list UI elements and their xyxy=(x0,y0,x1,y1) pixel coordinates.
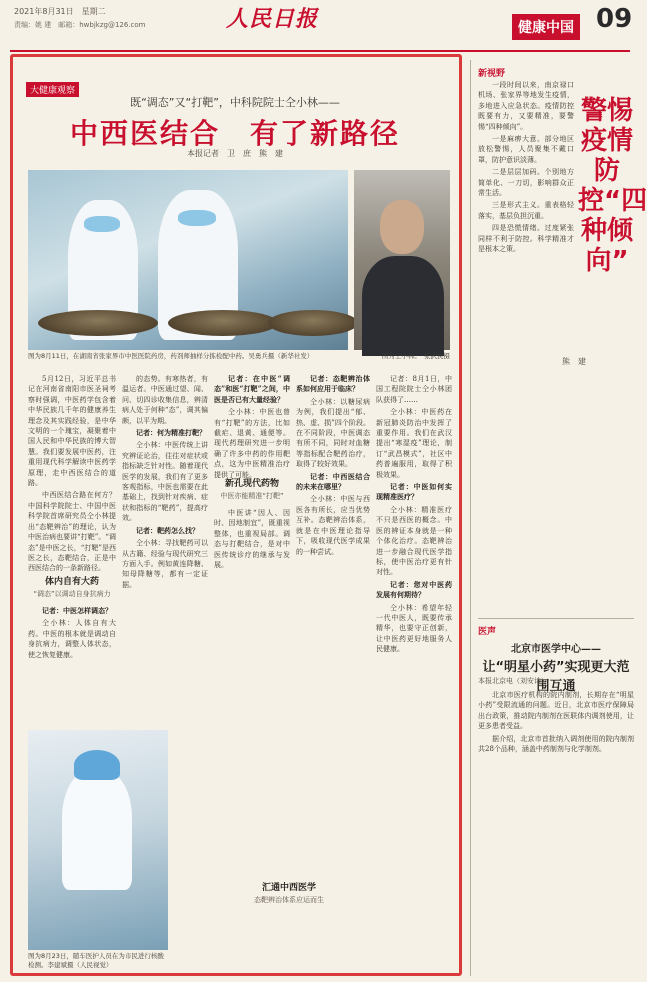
body-column-5 xyxy=(376,374,452,954)
body-column-1 xyxy=(28,374,116,574)
right-kicker: 北京市医学中心—— xyxy=(511,644,601,655)
portrait-photo xyxy=(354,170,450,350)
paragraph: 5月12日，习近平总书记在河南省南阳市医圣祠考察时强调，中医药学包含着中华民族几千年的健康养生理念及其实践经验，是中华文明的一个瑰宝，凝聚着中国人民和中华民族的博大智慧。我们要发展中医药，注重用现代科学解读中医药学原理，走中西医结合的道路。 xyxy=(28,375,116,488)
section-name: 健康中国 xyxy=(512,14,580,40)
right-byline: 本报北京电（刘安诗） xyxy=(478,677,548,685)
subhead-sub: 态靶辨治体系应运而生 xyxy=(254,896,324,904)
herb-tray-3 xyxy=(268,310,358,336)
masthead-rule xyxy=(10,50,630,52)
paragraph: 仝小林：中医与西医各有所长，应当优势互补。态靶辨治体系，就是在中医理论指导下，吸收现代医学成果的一种尝试。 xyxy=(296,495,370,556)
right-column-text-3 xyxy=(478,690,634,970)
paragraph: 一段时间以来，南京禄口机场、张家界等地发生疫情，多地进入应急状态。疫情防控既要有力，又要精准，要警惕“四种倾向”。 xyxy=(478,81,574,131)
right-section-label-2: 医声 xyxy=(478,627,497,637)
paragraph: 北京市医疗机构的院内制剂，长期存在“明星小药”受限流通的问题。近日，北京市医疗保障局出台政策，推动院内制剂在医联体内调剂使用，让更多患者受益。 xyxy=(478,691,634,731)
question: 记者：中西医结合的未来在哪里？ xyxy=(296,471,370,492)
medic-figure xyxy=(62,770,132,890)
section-subhead xyxy=(214,478,290,502)
paragraph: 仝小林：中医传统上讲究辨证论治，往往对症状或指标缺乏针对性。随着现代医学的发展，我们有了更多客观指标，中医也需要在此基础上，找到针对疾病、症状和指标的“靶药”，提高疗效。 xyxy=(122,441,208,523)
body-column-1b xyxy=(28,606,116,726)
testing-photo xyxy=(28,730,168,950)
subhead-text: 体内自有大药 xyxy=(44,577,99,587)
subhead-text: 新孔现代药物 xyxy=(224,479,279,489)
paragraph: 三是形式主义。重表格轻落实，基层负担沉重。 xyxy=(478,201,574,220)
section-subhead xyxy=(28,576,116,600)
question: 记者：靶药怎么找？ xyxy=(136,525,199,535)
right-headline: 让“明星小药”实现更大范围互通 xyxy=(482,660,630,694)
paragraph: 仝小林：精准医疗不只是西医的概念。中医的辨证本身就是一种个体化治疗。态靶辨治进一步融合现代医学指标，使中医治疗更有针对性。 xyxy=(376,505,452,577)
right-column-text-2 xyxy=(578,372,634,616)
section-divider xyxy=(478,618,634,619)
paragraph: 仝小林：人体自有大药。中医的根本就是调动自身抗病力，调整人体状态，使之恢复健康。 xyxy=(28,619,116,659)
body-column-4 xyxy=(296,374,370,774)
page-number: 09 xyxy=(596,4,633,34)
subhead-sub: 中医亦能精准“打靶” xyxy=(220,492,284,500)
paragraph: 仝小林：寻找靶药可以从古籍、经验与现代研究三方面入手。例如黄连降糖、知母降糖等，都有一定证据。 xyxy=(122,539,208,589)
body-column-2 xyxy=(122,374,208,724)
portrait-face xyxy=(380,200,424,254)
article-byline: 本报记者 卫 庶 熊 建 xyxy=(187,149,283,158)
column-divider xyxy=(470,60,471,976)
paragraph: 仝小林：希望年轻一代中医人，既要传承精华，也要守正创新，让中医药更好地服务人民健康。 xyxy=(376,603,452,654)
article-headline: 中西医结合 有了新路径 xyxy=(69,117,400,150)
photo-caption: 图为8月11日，在湖南省张家界市中医医院药房，药剂师抽样分拣检配中药。吴勇兵摄（新华社发） xyxy=(28,352,314,360)
newspaper-logo: 人民日报 xyxy=(226,6,319,32)
bottom-photo-caption: 图为8月23日，随车医护人员在为市民进行核酸检测。李建斌摄（人民视觉） xyxy=(28,952,164,969)
masthead xyxy=(0,0,640,60)
paragraph: 据介绍，北京市首批纳入调剂使用的院内制剂共28个品种，涵盖中药制剂与化学制剂。 xyxy=(478,734,634,754)
paragraph: 四是恐慌情绪。过度紧张同样不利于防控。科学精准才是根本之策。 xyxy=(478,224,574,254)
vertical-headline: 警惕疫情防控“四种倾向” xyxy=(578,96,647,276)
paragraph: 仝小林：中医也曾有“打靶”的方法，比如截疟、退黄、通便等。现代药理研究进一步明确了许多中药的作用靶点，这为中医精准治疗提供了可能。 xyxy=(214,408,290,479)
herb-tray-2 xyxy=(168,310,278,336)
question: 记者：您对中医药发展有何期待？ xyxy=(376,579,452,600)
face-mask-2 xyxy=(178,210,216,226)
paragraph: 仝小林：中医药在新冠肺炎防治中发挥了重要作用。我们在武汉提出“寒湿疫”理论，制订“武昌模式”，社区中药普遍服用，取得了积极效果。 xyxy=(376,408,452,479)
portrait-suit xyxy=(362,256,444,356)
subhead-text: 汇通中西医学 xyxy=(261,883,316,893)
face-mask-1 xyxy=(84,216,120,232)
pharmacy-photo xyxy=(28,170,348,350)
question: 记者：在中医“调态”和医“打靶”之间，中医是否已有大量经验？ xyxy=(214,374,290,404)
paragraph: 中医讲“因人、因时、因地制宜”，既重视整体，也重视局部。调态与打靶结合，是对中医传统诊疗的继承与发展。 xyxy=(214,509,290,570)
body-column-3b xyxy=(214,508,290,788)
question: 记者：中医如何实现精准医疗？ xyxy=(376,482,452,502)
section-subhead-bottom xyxy=(214,882,364,906)
body-column-3 xyxy=(214,374,290,479)
article-kicker: 既“调态”又“打靶”，中科院院士仝小林—— xyxy=(130,96,340,109)
editors-line: 责编：姚 建 邮箱：hwbjkzg@126.com xyxy=(14,21,146,29)
medic-cap xyxy=(74,750,120,780)
paragraph: 中西医结合路在何方？中国科学院院士、中国中医科学院首席研究员仝小林提出“态靶辨治”的理论，认为中医治病也要讲“打靶”。“调态”是中医之长，“打靶”是西医之长，态靶结合，正是中西医结合的一条新路径。 xyxy=(28,491,116,573)
column-tag: 大健康观察 xyxy=(26,82,79,97)
paragraph: 仝小林：以糖尿病为例，我们提出“郁、热、虚、损”四个阶段。在不同阶段，中医调态有所不同，同时对血糖等指标配合靶药治疗，取得了较好效果。 xyxy=(296,397,370,469)
subhead-sub: “调态”以调动自身抗病力 xyxy=(33,590,111,598)
paragraph: 一是麻痹大意。部分地区放松警惕，人员聚集不戴口罩，防护意识淡薄。 xyxy=(478,135,574,164)
question: 记者：态靶辨治体系如何应用于临床？ xyxy=(296,374,370,394)
right-section-label: 新视野 xyxy=(478,69,506,79)
right-author: 熊 建 xyxy=(562,357,586,366)
question: 记者：中医怎样调态？ xyxy=(42,606,112,615)
question: 记者：何为精准打靶？ xyxy=(136,428,206,438)
paragraph: 二是层层加码。个别地方简单化、一刀切，影响群众正常生活。 xyxy=(478,168,574,198)
issue-date: 2021年8月31日 星期二 xyxy=(14,7,106,16)
right-column-text xyxy=(478,80,574,614)
portrait-caption: 图为仝小林。 张武民摄 xyxy=(381,352,450,360)
paragraph: 记者：8月1日，中国工程院院士仝小林团队获得了…… xyxy=(376,375,452,404)
paragraph: 的态势。有寒热者，有温运者。中医通过望、闻、问、切四诊收集信息，辨清病人处于何种“态”，调其偏颇，以平为期。 xyxy=(122,375,208,425)
herb-tray-1 xyxy=(38,310,158,336)
